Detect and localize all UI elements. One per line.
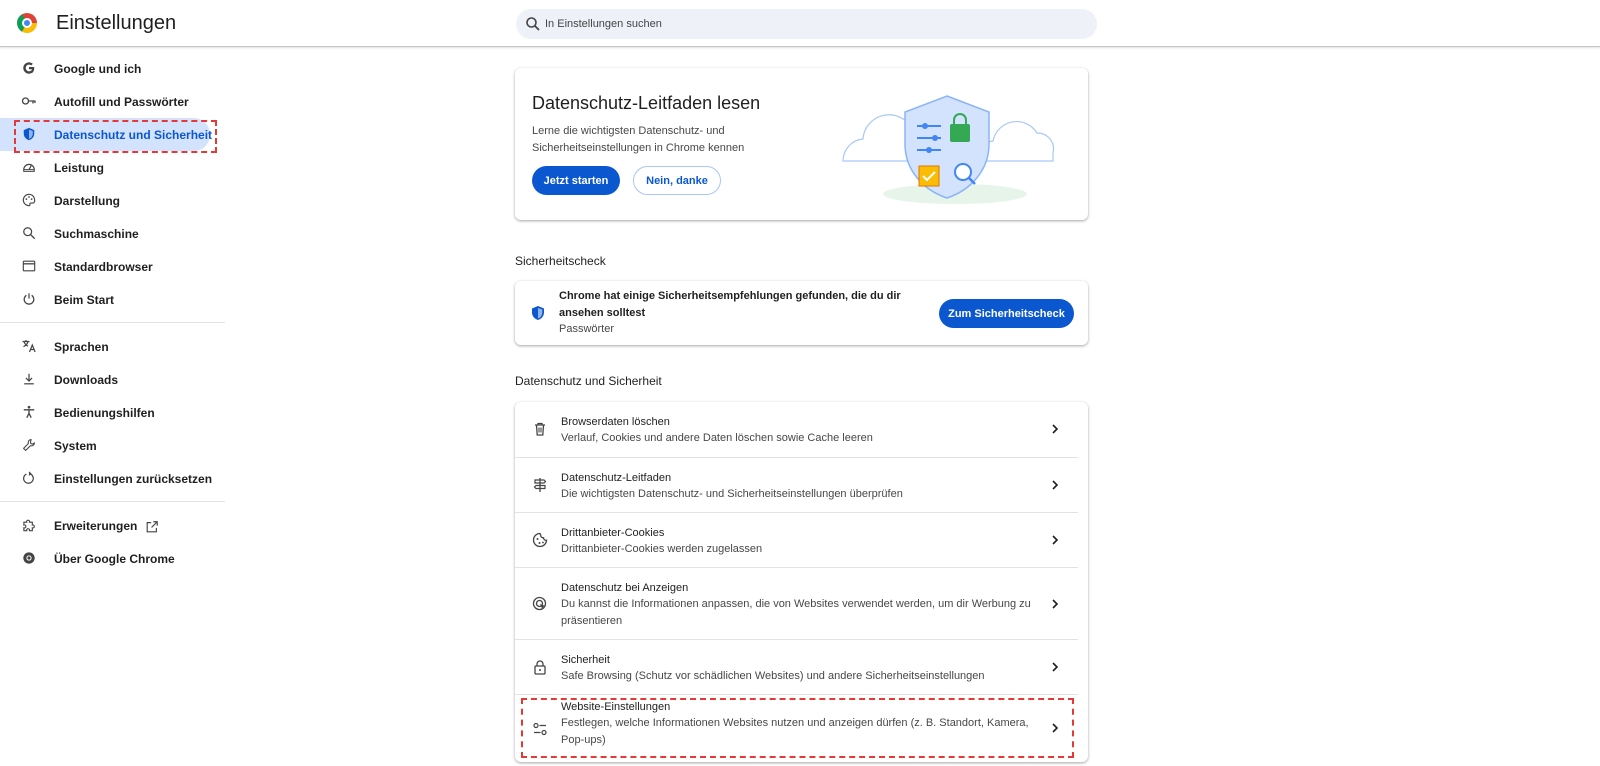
sidebar-item-label: Leistung <box>54 161 104 175</box>
safety-check-card <box>515 281 1088 345</box>
list-item-ad-privacy[interactable] <box>515 567 1078 639</box>
download-icon <box>21 371 37 387</box>
row-title: Browserdaten löschen <box>561 416 670 428</box>
accessibility-icon <box>21 404 37 420</box>
chevron-right-icon <box>1050 535 1060 545</box>
extensions-label: Erweiterungen <box>54 519 138 533</box>
signpost-icon <box>532 477 548 493</box>
search-input[interactable] <box>545 9 1085 39</box>
no-thanks-button[interactable]: Nein, danke <box>633 166 721 195</box>
safety-check-section-title: Sicherheitscheck <box>515 254 606 268</box>
row-title: Drittanbieter-Cookies <box>561 527 665 539</box>
sidebar-item-label: System <box>54 439 97 453</box>
row-title: Sicherheit <box>561 654 610 666</box>
row-title: Datenschutz bei Anzeigen <box>561 582 689 594</box>
sidebar-item-google[interactable] <box>0 52 225 85</box>
row-subtitle: Drittanbieter-Cookies werden zugelassen <box>561 543 763 555</box>
wrench-icon <box>21 437 37 453</box>
privacy-section-title: Datenschutz und Sicherheit <box>515 374 662 388</box>
google-g-icon <box>21 60 37 76</box>
key-icon <box>21 93 37 109</box>
sidebar-item-performance[interactable] <box>0 151 225 184</box>
row-subtitle: Safe Browsing (Schutz vor schädlichen Websites) und andere Sicherheitseinstellungen <box>561 670 985 682</box>
sidebar-item-label: Downloads <box>54 373 119 387</box>
chevron-right-icon <box>1050 480 1060 490</box>
sidebar-item-appearance[interactable] <box>0 184 225 217</box>
sidebar-item-default-browser[interactable] <box>0 250 225 283</box>
trash-icon <box>532 421 548 437</box>
safety-check-message: Chrome hat einige Sicherheitsempfehlungen gefunden, die du dir ansehen solltest <box>559 290 901 319</box>
chevron-right-icon <box>1050 662 1060 672</box>
sidebar-item-extensions[interactable] <box>0 509 225 542</box>
sidebar-item-system[interactable] <box>0 429 225 462</box>
chrome-icon <box>21 550 37 566</box>
reset-icon <box>21 470 37 486</box>
chevron-right-icon <box>1050 599 1060 609</box>
promo-description: Lerne die wichtigsten Datenschutz- und Sicherheitseinstellungen in Chrome kennen <box>532 125 745 154</box>
sidebar-item-label: Sprachen <box>54 340 109 354</box>
sidebar-item-languages[interactable] <box>0 330 225 363</box>
list-item-clear-browsing-data[interactable] <box>515 402 1078 457</box>
go-to-safety-check-button[interactable]: Zum Sicherheitscheck <box>939 299 1074 328</box>
row-subtitle: Du kannst die Informationen anpassen, die von Websites verwendet werden, um dir Werbung zu präsentieren <box>561 598 1031 627</box>
sidebar-item-accessibility[interactable] <box>0 396 225 429</box>
sidebar-item-on-startup[interactable] <box>0 283 225 316</box>
safety-check-sub: Passwörter <box>559 323 615 335</box>
privacy-guide-promo-card <box>515 68 1088 220</box>
sidebar-item-search-engine[interactable] <box>0 217 225 250</box>
sidebar-divider <box>0 501 225 502</box>
chevron-right-icon <box>1050 424 1060 434</box>
sidebar-item-label: Darstellung <box>54 194 121 208</box>
search-icon <box>21 225 37 241</box>
browser-window-icon <box>21 258 37 274</box>
shield-icon <box>530 305 546 321</box>
chrome-logo-icon <box>17 13 37 33</box>
sidebar-item-label <box>54 519 159 534</box>
sidebar-item-label: Suchmaschine <box>54 227 139 241</box>
search-icon <box>525 16 541 32</box>
start-button[interactable]: Jetzt starten <box>532 166 620 195</box>
privacy-guide-illustration <box>835 86 1057 204</box>
translate-icon <box>21 338 37 354</box>
row-title: Website-Einstellungen <box>561 701 671 713</box>
sidebar-item-label: Einstellungen zurücksetzen <box>54 472 213 486</box>
puzzle-icon <box>21 517 37 533</box>
cookie-icon <box>532 532 548 548</box>
sidebar-item-label: Datenschutz und Sicherheit <box>54 128 213 142</box>
sidebar-item-reset[interactable] <box>0 462 225 495</box>
sidebar-item-label: Autofill und Passwörter <box>54 95 189 109</box>
list-item-privacy-guide[interactable] <box>515 457 1078 512</box>
sidebar-item-downloads[interactable] <box>0 363 225 396</box>
sidebar-item-label: Google und ich <box>54 62 142 76</box>
sidebar-item-label: Standardbrowser <box>54 260 153 274</box>
lock-icon <box>532 659 548 675</box>
power-icon <box>21 291 37 307</box>
row-subtitle: Die wichtigsten Datenschutz- und Sicherheitseinstellungen überprüfen <box>561 488 903 500</box>
row-title: Datenschutz-Leitfaden <box>561 472 672 484</box>
sidebar-item-label: Beim Start <box>54 293 115 307</box>
sidebar-item-label: Über Google Chrome <box>54 552 175 566</box>
highlight-site-settings <box>521 698 1074 758</box>
ads-privacy-icon <box>532 596 548 612</box>
row-subtitle: Verlauf, Cookies und andere Daten löschen sowie Cache leeren <box>561 432 873 444</box>
promo-title: Datenschutz-Leitfaden lesen <box>532 93 761 113</box>
search-box[interactable] <box>516 9 1097 39</box>
row-subtitle: Festlegen, welche Informationen Websites nutzen und anzeigen dürfen (z. B. Standort, Kamera, Pop-ups) <box>561 717 1029 746</box>
list-item-third-party-cookies[interactable] <box>515 512 1078 567</box>
sidebar-divider <box>0 322 225 323</box>
sidebar-item-about-chrome[interactable] <box>0 542 225 575</box>
sidebar-item-autofill[interactable] <box>0 85 225 118</box>
palette-icon <box>21 192 37 208</box>
top-bar <box>0 0 1600 47</box>
speedometer-icon <box>21 159 37 175</box>
list-item-security[interactable] <box>515 639 1078 694</box>
sidebar-item-label: Bedienungshilfen <box>54 406 155 420</box>
page-title: Einstellungen <box>56 12 177 34</box>
highlight-sidebar-privacy <box>14 120 217 153</box>
external-link-icon[interactable] <box>145 520 159 534</box>
